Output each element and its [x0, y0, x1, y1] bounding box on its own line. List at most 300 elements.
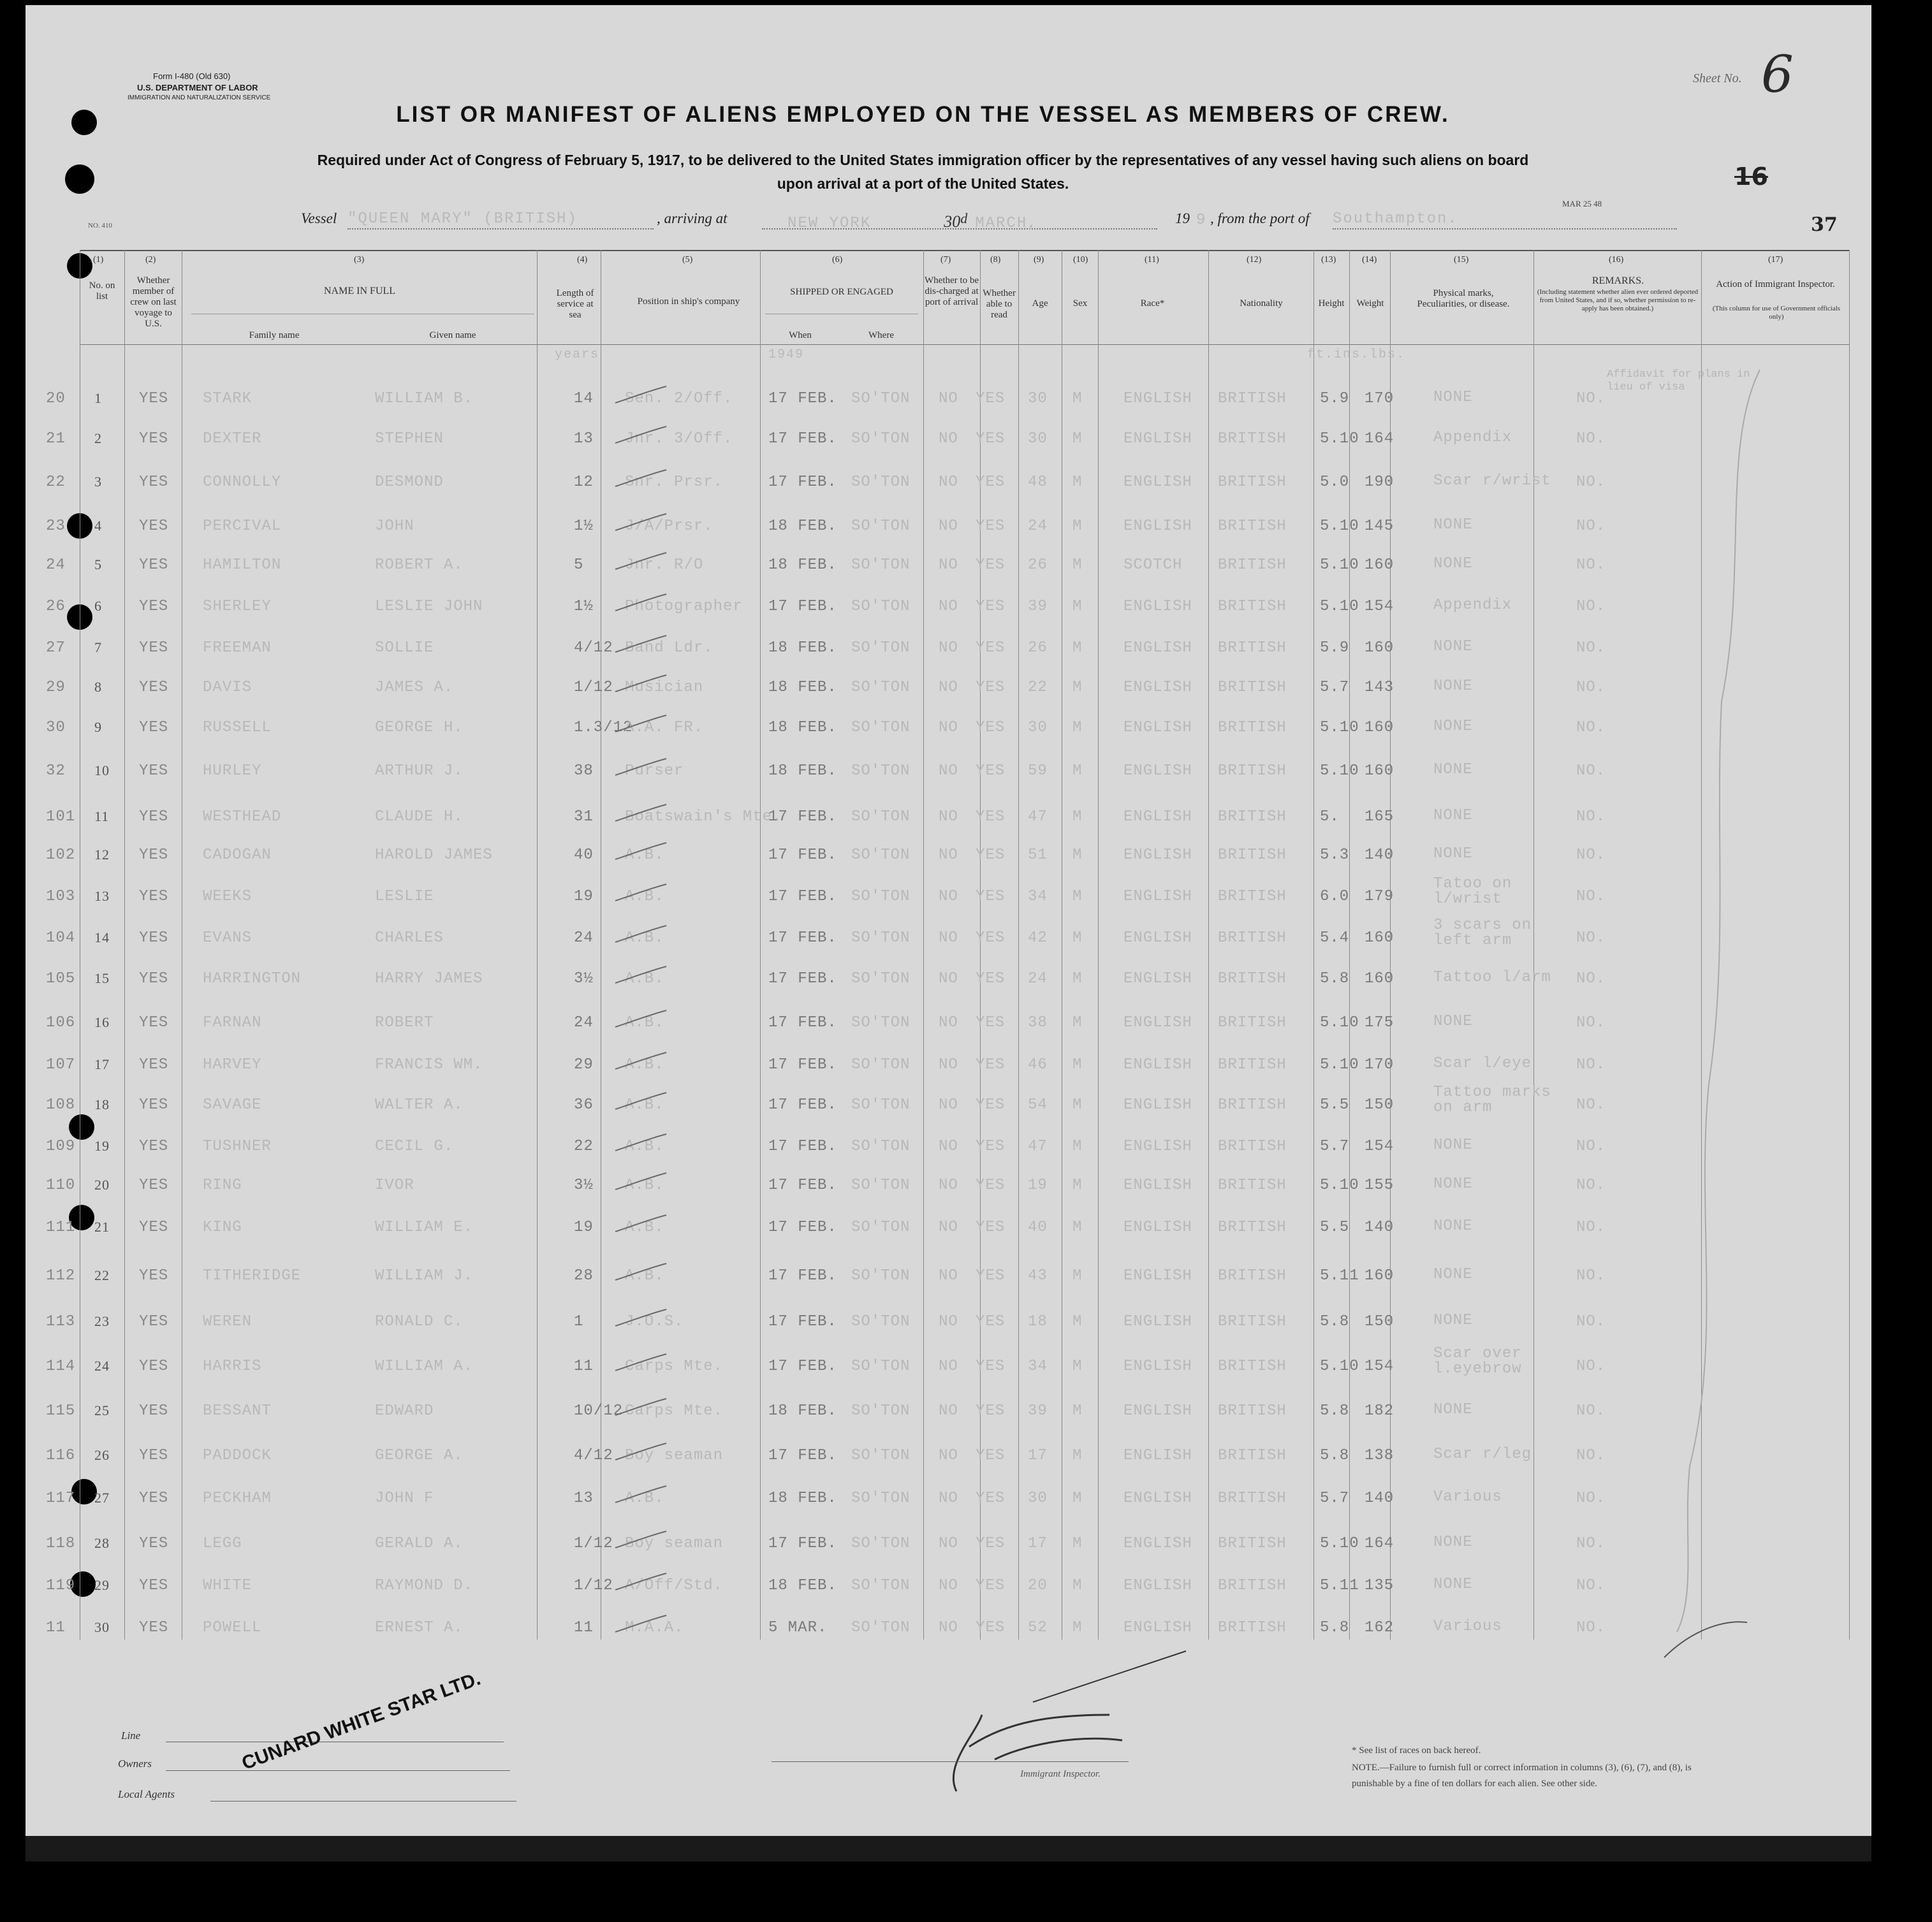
cell-marks: Various [1433, 1489, 1502, 1506]
cell-yes: YES [139, 1219, 169, 1236]
cell-yes: YES [139, 1014, 169, 1031]
cell-weight: 160 [1365, 929, 1394, 947]
cell-weight: 143 [1365, 679, 1394, 696]
cell-weight: 150 [1365, 1313, 1394, 1330]
cell-sex: M [1072, 1447, 1083, 1464]
cell-yes: YES [139, 430, 169, 448]
cell-when: 17 FEB. [768, 1096, 837, 1114]
cell-nationality: BRITISH [1218, 929, 1287, 947]
cell-nationality: BRITISH [1218, 1447, 1287, 1464]
cell-yes: YES [139, 1267, 169, 1285]
cell-height: 5.10 [1320, 430, 1359, 448]
cell-height: 5.8 [1320, 970, 1350, 987]
cell-marks: Appendix [1433, 429, 1512, 446]
cell-height: 5.10 [1320, 1535, 1359, 1552]
cell-sheet: 110 [46, 1177, 76, 1194]
cell-given: HARRY JAMES [375, 970, 483, 987]
cell-sex: M [1072, 808, 1083, 826]
cell-nationality: BRITISH [1218, 1358, 1287, 1375]
cell-weight: 170 [1365, 1056, 1394, 1074]
cell-when: 17 FEB. [768, 1138, 837, 1155]
cell-age: 26 [1028, 557, 1048, 574]
cell-marks: NONE [1433, 1176, 1473, 1193]
cell-yes: YES [139, 1402, 169, 1420]
cell-age: 30 [1028, 1490, 1048, 1507]
cell-where: SO'TON [851, 762, 911, 780]
cell-sex: M [1072, 474, 1083, 491]
cell-discharged: NO [939, 847, 958, 864]
cell-nationality: BRITISH [1218, 1267, 1287, 1285]
cell-read: YES [976, 1014, 1006, 1031]
cell-discharged: NO [939, 808, 958, 826]
cell-race: ENGLISH [1123, 1138, 1192, 1155]
cell-where: SO'TON [851, 847, 911, 864]
cell-service: 13 [574, 1490, 594, 1507]
agent-stamp: CUNARD WHITE STAR LTD. [239, 1668, 483, 1775]
cell-service: 1½ [574, 518, 594, 535]
cell-remarks: NO. [1576, 430, 1606, 448]
cell-when: 17 FEB. [768, 1313, 837, 1330]
cell-position: J/A/Prsr. [625, 518, 714, 535]
cell-read: YES [976, 1447, 1006, 1464]
cell-remarks: NO. [1576, 929, 1606, 947]
cell-no: 5 [94, 557, 102, 572]
cell-discharged: NO [939, 430, 958, 448]
cell-service: 3½ [574, 970, 594, 987]
cell-remarks: NO. [1576, 1535, 1606, 1552]
cell-read: YES [976, 390, 1006, 407]
cell-position: A.B. [625, 1138, 664, 1155]
col-service-header: Length of service at sea [556, 288, 594, 320]
cell-height: 5.11 [1320, 1577, 1359, 1594]
cell-remarks: NO. [1576, 1014, 1606, 1031]
cell-race: ENGLISH [1123, 598, 1192, 615]
cell-sex: M [1072, 1358, 1083, 1375]
cell-given: ROBERT A. [375, 557, 464, 574]
cell-given: WILLIAM J. [375, 1267, 474, 1285]
cell-nationality: BRITISH [1218, 1619, 1287, 1636]
vessel-field: "QUEEN MARY" (BRITISH) [348, 210, 654, 229]
cell-service: 29 [574, 1056, 594, 1074]
cell-discharged: NO [939, 1056, 958, 1074]
cell-marks: Appendix [1433, 597, 1512, 614]
cell-discharged: NO [939, 1313, 958, 1330]
cell-when: 17 FEB. [768, 474, 837, 491]
cell-weight: 155 [1365, 1177, 1394, 1194]
cell-weight: 182 [1365, 1402, 1394, 1420]
cell-no: 1 [94, 390, 102, 406]
sheet-label: Sheet No. [1693, 71, 1742, 85]
cell-nationality: BRITISH [1218, 1138, 1287, 1155]
cell-marks: Scar l/eye [1433, 1055, 1532, 1072]
cell-nationality: BRITISH [1218, 1313, 1287, 1330]
cell-read: YES [976, 1096, 1006, 1114]
cell-no: 17 [94, 1056, 110, 1072]
cell-service: 5 [574, 557, 584, 574]
cell-marks: NONE [1433, 1013, 1473, 1030]
shipped-when-header: When [789, 330, 812, 340]
cell-where: SO'TON [851, 808, 911, 826]
cell-height: 5.0 [1320, 474, 1350, 491]
subtitle-line2: upon arrival at a port of the United States. [777, 175, 1069, 192]
cell-height: 5.10 [1320, 1177, 1359, 1194]
cell-yes: YES [139, 518, 169, 535]
cell-no: 4 [94, 518, 102, 534]
cell-discharged: NO [939, 1577, 958, 1594]
col-sex-header: Sex [1072, 298, 1088, 309]
cell-race: ENGLISH [1123, 1313, 1192, 1330]
cell-given: FRANCIS WM. [375, 1056, 483, 1074]
cell-where: SO'TON [851, 929, 911, 947]
cell-family: TUSHNER [203, 1138, 272, 1155]
cell-where: SO'TON [851, 598, 911, 615]
cell-family: FARNAN [203, 1014, 262, 1031]
cell-when: 17 FEB. [768, 390, 837, 407]
cell-remarks: NO. [1576, 1219, 1606, 1236]
cell-family: CONNOLLY [203, 474, 282, 491]
cell-age: 18 [1028, 1313, 1048, 1330]
owners-label: Owners [118, 1758, 152, 1770]
cell-height: 5.10 [1320, 1056, 1359, 1074]
cell-age: 59 [1028, 762, 1048, 780]
cell-service: 11 [574, 1619, 594, 1636]
cell-sheet: 101 [46, 808, 76, 826]
cell-given: GERALD A. [375, 1535, 464, 1552]
cell-read: YES [976, 1402, 1006, 1420]
cell-discharged: NO [939, 1267, 958, 1285]
cell-remarks: NO. [1576, 1358, 1606, 1375]
cell-when: 18 FEB. [768, 679, 837, 696]
cell-height: 5.4 [1320, 929, 1350, 947]
cell-age: 39 [1028, 598, 1048, 615]
cell-race: ENGLISH [1123, 1447, 1192, 1464]
cell-sex: M [1072, 430, 1083, 448]
cell-when: 18 FEB. [768, 719, 837, 736]
cell-no: 27 [94, 1490, 110, 1506]
cell-position: Carps Mte. [625, 1358, 724, 1375]
cell-no: 15 [94, 970, 110, 986]
cell-family: HAMILTON [203, 557, 282, 574]
page-number: 37 [1811, 214, 1838, 236]
cell-weight: 179 [1365, 888, 1394, 905]
cell-sex: M [1072, 557, 1083, 574]
cell-discharged: NO [939, 1014, 958, 1031]
cell-no: 29 [94, 1577, 110, 1593]
cell-given: IVOR [375, 1177, 414, 1194]
cell-race: ENGLISH [1123, 1219, 1192, 1236]
cell-height: 5.9 [1320, 390, 1350, 407]
col-action-header: Action of Immigrant Inspector. [1716, 279, 1835, 289]
cell-given: LESLIE JOHN [375, 598, 483, 615]
cell-where: SO'TON [851, 1267, 911, 1285]
cell-where: SO'TON [851, 1358, 911, 1375]
cell-where: SO'TON [851, 518, 911, 535]
cell-position: Boy seaman [625, 1535, 724, 1552]
cell-marks: Scar r/leg [1433, 1446, 1532, 1463]
cell-yes: YES [139, 474, 169, 491]
cell-height: 5.5 [1320, 1219, 1350, 1236]
cell-given: ROBERT [375, 1014, 434, 1031]
cell-family: HURLEY [203, 762, 262, 780]
cell-discharged: NO [939, 639, 958, 657]
cell-height: 5.7 [1320, 1138, 1350, 1155]
cell-no: 21 [94, 1219, 110, 1235]
cell-no: 8 [94, 679, 102, 695]
height-weight-units: ft.ins.lbs. [1307, 347, 1406, 362]
cell-discharged: NO [939, 888, 958, 905]
cell-where: SO'TON [851, 1014, 911, 1031]
cell-remarks: NO. [1576, 1267, 1606, 1285]
cell-age: 48 [1028, 474, 1048, 491]
cell-age: 47 [1028, 808, 1048, 826]
cell-remarks: NO. [1576, 1619, 1606, 1636]
cell-marks: NONE [1433, 1266, 1473, 1283]
cell-given: CECIL G. [375, 1138, 454, 1155]
cell-service: 4/12 [574, 1447, 613, 1464]
cell-sheet: 22 [46, 474, 66, 491]
cell-sheet: 27 [46, 639, 66, 657]
cell-when: 17 FEB. [768, 888, 837, 905]
cell-nationality: BRITISH [1218, 598, 1287, 615]
cell-position: Boy seaman [625, 1447, 724, 1464]
cell-sheet: 112 [46, 1267, 76, 1285]
cell-age: 52 [1028, 1619, 1048, 1636]
cell-where: SO'TON [851, 1138, 911, 1155]
cell-sex: M [1072, 929, 1083, 947]
local-agents-label: Local Agents [118, 1788, 175, 1800]
from-port-field: Southampton. [1333, 210, 1677, 229]
cell-race: ENGLISH [1123, 518, 1192, 535]
cell-height: 5.9 [1320, 639, 1350, 657]
cell-sheet: 113 [46, 1313, 76, 1330]
cell-race: ENGLISH [1123, 390, 1192, 407]
cell-race: ENGLISH [1123, 1014, 1192, 1031]
cell-nationality: BRITISH [1218, 557, 1287, 574]
cell-sex: M [1072, 1219, 1083, 1236]
cell-height: 5.10 [1320, 518, 1359, 535]
cell-family: STARK [203, 390, 252, 407]
cell-when: 17 FEB. [768, 1535, 837, 1552]
cell-given: HAROLD JAMES [375, 847, 493, 864]
cell-where: SO'TON [851, 888, 911, 905]
cell-nationality: BRITISH [1218, 1177, 1287, 1194]
cell-marks: NONE [1433, 1312, 1473, 1329]
arrival-field: NEW YORK 30$^d$ MARCH, [762, 210, 1157, 229]
cell-no: 24 [94, 1358, 110, 1374]
cell-given: WALTER A. [375, 1096, 464, 1114]
cell-no: 25 [94, 1402, 110, 1418]
cell-position: A.B. [625, 1096, 664, 1114]
cell-read: YES [976, 679, 1006, 696]
cell-no: 19 [94, 1138, 110, 1154]
cell-sex: M [1072, 762, 1083, 780]
cell-given: ERNEST A. [375, 1619, 464, 1636]
col-name-header: NAME IN FULL [324, 286, 395, 296]
cell-age: 46 [1028, 1056, 1048, 1074]
cell-no: 3 [94, 474, 102, 490]
cell-sex: M [1072, 1619, 1083, 1636]
cell-family: TITHERIDGE [203, 1267, 302, 1285]
cell-when: 18 FEB. [768, 1490, 837, 1507]
from-port-label: , from the port of [1210, 210, 1310, 226]
cell-sheet: 30 [46, 719, 66, 736]
cell-nationality: BRITISH [1218, 762, 1287, 780]
cell-family: WHITE [203, 1577, 252, 1594]
cell-discharged: NO [939, 1402, 958, 1420]
cell-where: SO'TON [851, 474, 911, 491]
cell-sex: M [1072, 1177, 1083, 1194]
cell-yes: YES [139, 1358, 169, 1375]
cell-sheet: 11 [46, 1619, 66, 1636]
cell-yes: YES [139, 1138, 169, 1155]
cell-yes: YES [139, 390, 169, 407]
cell-nationality: BRITISH [1218, 430, 1287, 448]
cell-weight: 175 [1365, 1014, 1394, 1031]
cell-read: YES [976, 1358, 1006, 1375]
cell-nationality: BRITISH [1218, 390, 1287, 407]
cell-service: 24 [574, 1014, 594, 1031]
cell-marks: NONE [1433, 718, 1473, 735]
cell-marks: NONE [1433, 555, 1473, 572]
cell-where: SO'TON [851, 1619, 911, 1636]
cell-when: 17 FEB. [768, 1358, 837, 1375]
cell-no: 13 [94, 888, 110, 904]
cell-sex: M [1072, 679, 1083, 696]
cell-family: EVANS [203, 929, 252, 947]
cell-position: Musician [625, 679, 704, 696]
cell-discharged: NO [939, 1219, 958, 1236]
cell-position: Jnr. 3/Off. [625, 430, 733, 448]
cell-when: 17 FEB. [768, 1267, 837, 1285]
cell-remarks: NO. [1576, 1056, 1606, 1074]
cell-position: Photographer [625, 598, 743, 615]
cell-weight: 154 [1365, 1138, 1394, 1155]
cell-position: Sen. 2/Off. [625, 390, 733, 407]
sheet-number: 6 [1761, 45, 1794, 104]
cell-yes: YES [139, 1577, 169, 1594]
cell-sex: M [1072, 1313, 1083, 1330]
cell-race: ENGLISH [1123, 1358, 1192, 1375]
cell-where: SO'TON [851, 1096, 911, 1114]
cell-weight: 145 [1365, 518, 1394, 535]
cell-family: DAVIS [203, 679, 252, 696]
cell-no: 30 [94, 1619, 110, 1635]
cell-read: YES [976, 1177, 1006, 1194]
cell-age: 43 [1028, 1267, 1048, 1285]
cell-nationality: BRITISH [1218, 1535, 1287, 1552]
given-name-header: Given name [429, 330, 476, 340]
cell-given: DESMOND [375, 474, 444, 491]
cell-age: 20 [1028, 1577, 1048, 1594]
cell-sex: M [1072, 1096, 1083, 1114]
cell-when: 18 FEB. [768, 557, 837, 574]
line-label: Line [121, 1729, 141, 1742]
cell-read: YES [976, 1490, 1006, 1507]
cell-height: 5.10 [1320, 598, 1359, 615]
cell-when: 17 FEB. [768, 1177, 837, 1194]
cell-sheet: 23 [46, 518, 66, 535]
cell-given: WILLIAM A. [375, 1358, 474, 1375]
cell-sheet: 115 [46, 1402, 76, 1420]
cell-sex: M [1072, 719, 1083, 736]
cell-when: 17 FEB. [768, 847, 837, 864]
cell-where: SO'TON [851, 639, 911, 657]
cell-weight: 160 [1365, 970, 1394, 987]
cell-given: JOHN F [375, 1490, 434, 1507]
cell-yes: YES [139, 639, 169, 657]
cell-height: 5.8 [1320, 1402, 1350, 1420]
cell-yes: YES [139, 1056, 169, 1074]
cell-nationality: BRITISH [1218, 1219, 1287, 1236]
cell-family: HARVEY [203, 1056, 262, 1074]
cell-yes: YES [139, 1313, 169, 1330]
cell-no: 14 [94, 929, 110, 945]
cell-position: Snr. Prsr. [625, 474, 724, 491]
cell-no: 16 [94, 1014, 110, 1030]
cell-height: 5.10 [1320, 1014, 1359, 1031]
cell-race: ENGLISH [1123, 1177, 1192, 1194]
manifest-title: LIST OR MANIFEST OF ALIENS EMPLOYED ON THE VESSEL AS MEMBERS OF CREW. [396, 102, 1450, 127]
cell-nationality: BRITISH [1218, 1056, 1287, 1074]
cell-position: A.B. [625, 929, 664, 947]
cell-discharged: NO [939, 719, 958, 736]
cell-race: ENGLISH [1123, 719, 1192, 736]
cell-where: SO'TON [851, 1577, 911, 1594]
cell-race: ENGLISH [1123, 679, 1192, 696]
cell-when: 18 FEB. [768, 639, 837, 657]
cell-when: 17 FEB. [768, 970, 837, 987]
cell-height: 5.7 [1320, 679, 1350, 696]
cell-marks: NONE [1433, 1576, 1473, 1593]
cell-family: CADOGAN [203, 847, 272, 864]
cell-remarks: NO. [1576, 390, 1606, 407]
cell-when: 18 FEB. [768, 1402, 837, 1420]
cell-position: A.B. [625, 888, 664, 905]
cell-service: 11 [574, 1358, 594, 1375]
col-no-header: No. on list [89, 280, 115, 302]
cell-height: 5.10 [1320, 1358, 1359, 1375]
cell-height: 5.8 [1320, 1313, 1350, 1330]
cell-marks: Scar over l.eyebrow [1433, 1345, 1522, 1378]
margin-stamp: NO. 410 [88, 222, 112, 229]
cell-height: 5.8 [1320, 1619, 1350, 1636]
cell-position: A.B. [625, 970, 664, 987]
cell-yes: YES [139, 808, 169, 826]
cell-marks: NONE [1433, 638, 1473, 655]
cell-position: A.A. FR. [625, 719, 704, 736]
cell-marks: Tattoo marks on arm [1433, 1084, 1551, 1116]
cell-service: 1.3/12 [574, 719, 633, 736]
cell-given: SOLLIE [375, 639, 434, 657]
cell-given: RONALD C. [375, 1313, 464, 1330]
cell-service: 28 [574, 1267, 594, 1285]
cell-when: 17 FEB. [768, 1219, 837, 1236]
cell-when: 17 FEB. [768, 1014, 837, 1031]
cell-given: RAYMOND D. [375, 1577, 474, 1594]
cell-weight: 160 [1365, 762, 1394, 780]
cell-weight: 164 [1365, 1535, 1394, 1552]
cell-sheet: 119 [46, 1577, 76, 1594]
arriving-label: , arriving at [657, 210, 728, 226]
cell-yes: YES [139, 970, 169, 987]
cell-age: 38 [1028, 1014, 1048, 1031]
cell-marks: Various [1433, 1618, 1502, 1635]
cell-race: ENGLISH [1123, 1577, 1192, 1594]
cell-position: A/Off/Std. [625, 1577, 724, 1594]
cell-marks: NONE [1433, 1534, 1473, 1551]
cell-race: ENGLISH [1123, 1535, 1192, 1552]
year-shipped: 1949 [768, 347, 805, 362]
